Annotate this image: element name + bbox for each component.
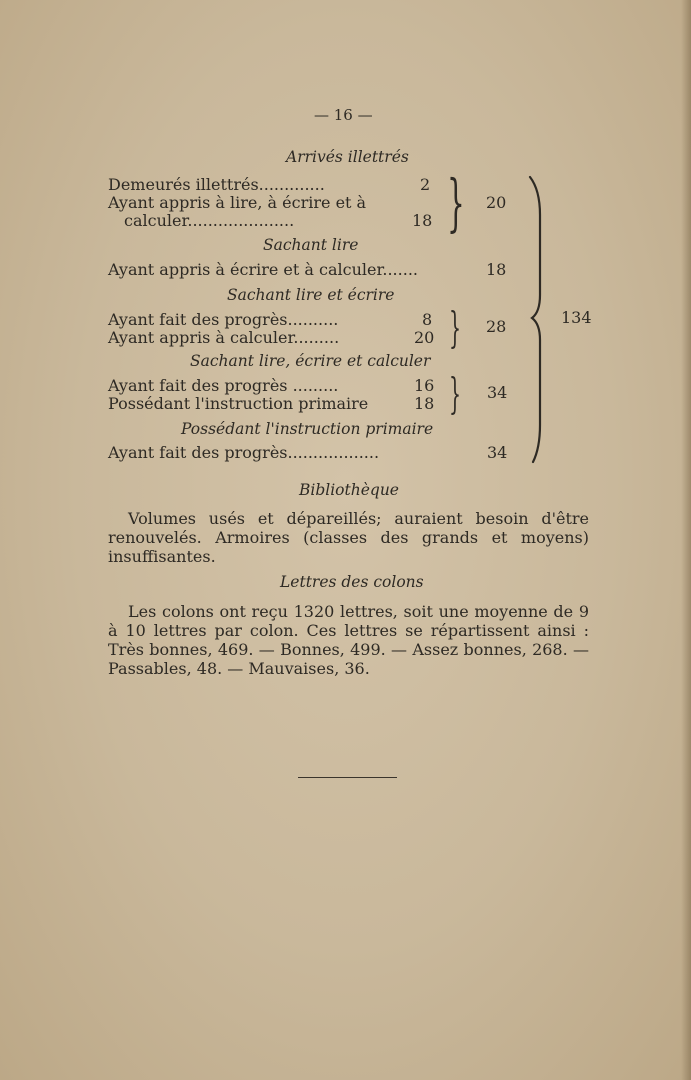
row-value: 18 <box>486 260 507 279</box>
row-label: calculer..................... <box>124 211 295 230</box>
right-brace: } <box>449 369 462 418</box>
end-rule <box>298 777 397 778</box>
row-value: 20 <box>414 328 435 347</box>
section-heading-sachant-lire-ecrire-calculer: Sachant lire, écrire et calculer <box>190 352 431 370</box>
section-heading-sachant-lire-ecrire: Sachant lire et écrire <box>227 286 395 304</box>
row-label: Ayant fait des progrès.................. <box>108 443 380 462</box>
section-heading-bibliotheque: Bibliothèque <box>299 481 399 499</box>
right-brace: } <box>449 303 462 352</box>
row-label: Ayant appris à écrire et à calculer....... <box>108 260 418 279</box>
subtotal-value: 20 <box>486 193 507 212</box>
row-label: Possédant l'instruction primaire <box>108 394 369 413</box>
row-label: Ayant fait des progrès ......... <box>108 376 339 395</box>
page-number: — 16 — <box>314 106 373 124</box>
row-value: 18 <box>414 394 435 413</box>
row-value: 34 <box>487 443 508 462</box>
lettres-text: Les colons ont reçu 1320 lettres, soit une moyenne de 9 à 10 lettres par colon. Ces lettres se répartissent ainsi : Très bonnes, 469. — Bonnes, 499. — Assez bonnes, 268. — Passables, 48. — Mauvaises, 36. <box>108 602 589 678</box>
subtotal-value: 34 <box>487 383 508 402</box>
section-heading-arrives-illettres: Arrivés illettrés <box>286 148 409 166</box>
grand-total-value: 134 <box>561 308 592 327</box>
row-value: 16 <box>414 376 435 395</box>
row-label: Ayant appris à lire, à écrire et à <box>108 193 367 212</box>
section-heading-possedant-instruction: Possédant l'instruction primaire <box>181 420 434 438</box>
bibliotheque-paragraph <box>108 509 589 566</box>
subtotal-value: 28 <box>486 317 507 336</box>
row-label: Ayant fait des progrès.......... <box>108 310 339 329</box>
row-value: 18 <box>412 211 433 230</box>
right-brace: } <box>447 166 465 239</box>
lettres-paragraph <box>108 602 589 678</box>
section-heading-sachant-lire: Sachant lire <box>263 236 359 254</box>
row-label: Ayant appris à calculer......... <box>108 328 340 347</box>
row-value: 8 <box>422 310 433 329</box>
section-heading-lettres: Lettres des colons <box>280 573 424 591</box>
row-value: 2 <box>420 175 431 194</box>
row-label: Demeurés illettrés............. <box>108 175 325 194</box>
bibliotheque-text: Volumes usés et dépareillés; auraient besoin d'être renouvelés. Armoires (classes des grands et moyens) insuffisantes. <box>108 509 589 566</box>
